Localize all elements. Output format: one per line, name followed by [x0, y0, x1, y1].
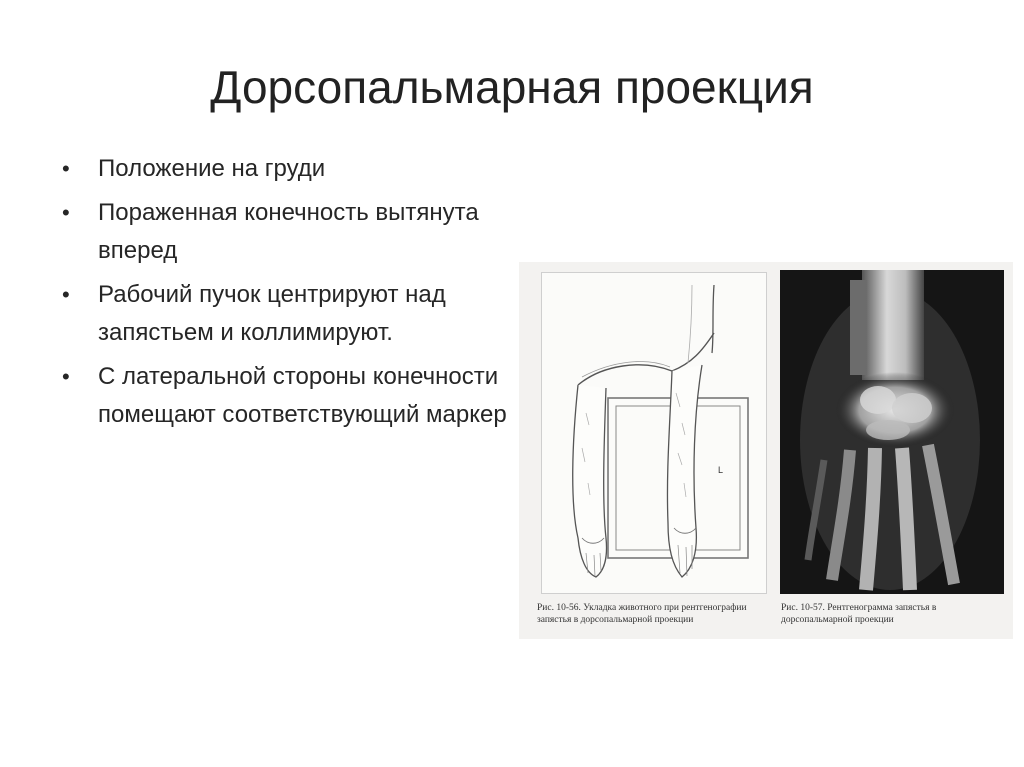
metacarpal-3 [902, 448, 910, 590]
bullet-item [62, 194, 512, 270]
bullet-dot: • [62, 156, 70, 181]
positioning-drawing [541, 272, 767, 594]
bullet-item [62, 276, 512, 352]
forelimbs-drawing [542, 273, 766, 593]
radius-bone [862, 270, 924, 380]
bullet-dot: • [62, 200, 70, 225]
bullet-item [62, 150, 512, 188]
bullet-text: Положение на груди [98, 155, 326, 182]
slide-title: Дорсопальмарная проекция [210, 61, 814, 113]
figure-scan [519, 262, 1013, 639]
bullet-text: Пораженная конечность вытянута вперед [98, 199, 479, 264]
caption-positioning: Рис. 10-56. Укладка животного при рентгенографии запястья в дорсопальмарной проекции [537, 603, 747, 625]
caption-radiograph: Рис. 10-57. Рентгенограмма запястья в дорсопальмарной проекции [781, 603, 937, 625]
bullet-item [62, 358, 512, 434]
bullet-text: Рабочий пучок центрируют над запястьем и коллимируют. [98, 281, 446, 346]
bullet-dot: • [62, 364, 70, 389]
bullet-list [62, 150, 512, 440]
bullet-text: С латеральной стороны конечности помещают соответствующий маркер [98, 363, 507, 428]
bullet-dot: • [62, 282, 70, 307]
carpus-radiograph [780, 270, 1004, 594]
lateral-marker: L [718, 465, 724, 475]
radiograph [780, 270, 1004, 594]
